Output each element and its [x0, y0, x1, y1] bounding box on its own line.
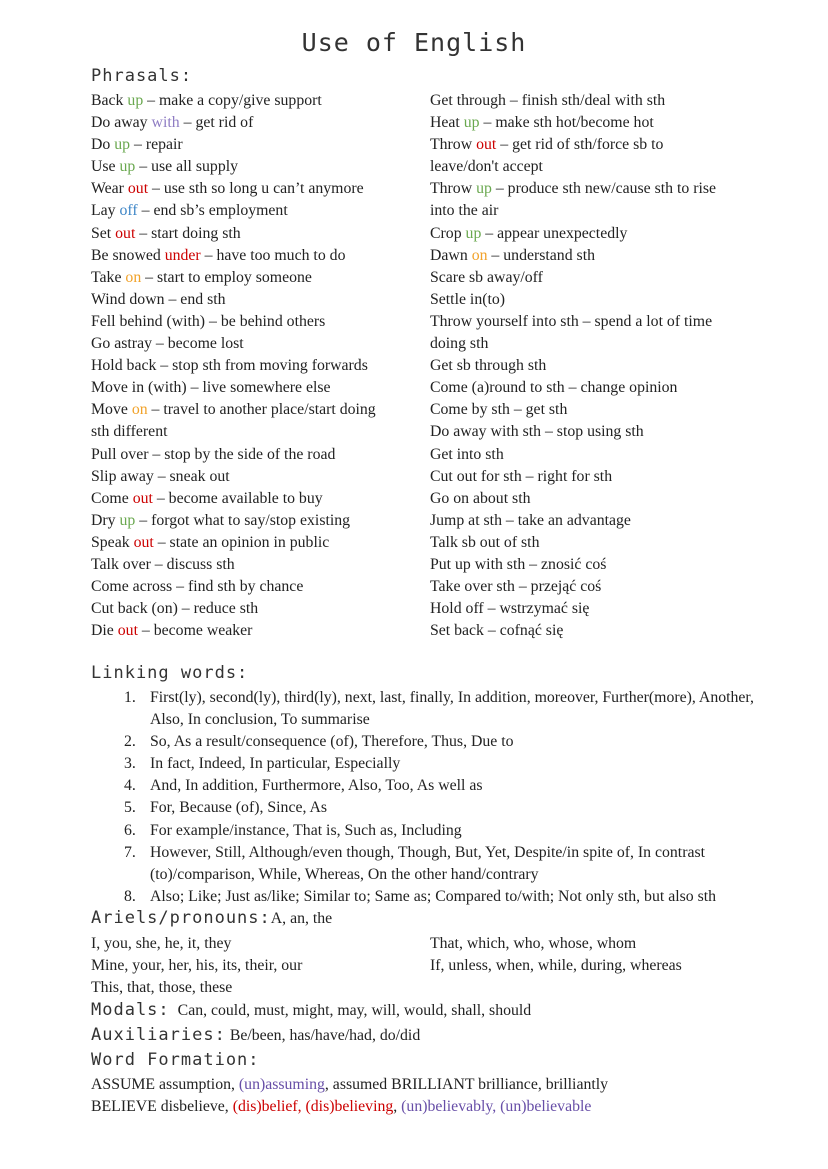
modals-row — [91, 1000, 531, 1020]
line-text: Dawn — [430, 246, 472, 264]
line-text: Set back – cofnąć się — [430, 622, 564, 640]
phrasal-line — [91, 355, 421, 377]
phrasal-line — [91, 156, 421, 178]
ariels-text: A, an, the — [270, 910, 333, 927]
highlighted-particle: (un)believably, (un)believable — [401, 1098, 592, 1116]
line-text: Go astray – become lost — [91, 335, 244, 353]
highlighted-particle: under — [164, 246, 201, 264]
line-text: Go on about sth — [430, 489, 531, 507]
highlighted-particle: out — [132, 489, 153, 507]
phrasal-line — [430, 112, 760, 134]
highlighted-particle: up — [465, 224, 482, 242]
line-text: Come by sth – get sth — [430, 401, 568, 419]
phrasal-line — [91, 134, 421, 156]
word-formation-line — [91, 1096, 608, 1118]
line-text: Be snowed — [91, 246, 165, 264]
pronoun-line: If, unless, when, while, during, whereas — [430, 957, 682, 975]
phrasal-line — [91, 311, 421, 333]
list-text: In fact, Indeed, In particular, Especially — [150, 755, 401, 773]
line-text: – make a copy/give support — [143, 92, 322, 109]
line-text: Fell behind (with) – be behind others — [91, 312, 326, 330]
list-number: 5. — [124, 799, 136, 817]
linking-words-list — [124, 687, 784, 908]
line-text: Hold off – wstrzymać się — [430, 600, 590, 618]
phrasal-line — [91, 112, 421, 134]
phrasal-line — [430, 178, 760, 200]
phrasal-line — [430, 510, 760, 532]
line-text: Settle in(to) — [430, 290, 506, 308]
phrasal-line — [430, 156, 760, 178]
line-text: Pull over – stop by the side of the road — [91, 445, 336, 463]
highlighted-particle: with — [151, 114, 180, 132]
phrasal-line — [91, 510, 421, 532]
phrasal-line — [430, 576, 760, 598]
highlighted-particle: out — [115, 224, 136, 242]
phrasal-line — [430, 554, 760, 576]
line-text: – start to employ someone — [141, 268, 312, 286]
line-text: Come — [91, 489, 133, 507]
list-text: So, As a result/consequence (of), Therefore, Thus, Due to — [150, 733, 514, 751]
line-text: Back — [91, 92, 128, 109]
line-text: – produce sth new/cause sth to rise — [491, 180, 717, 198]
phrasals-right-column — [430, 90, 760, 642]
phrasal-line — [91, 90, 421, 112]
line-text: – appear unexpectedly — [481, 224, 628, 242]
phrasal-line — [91, 620, 421, 642]
line-text: Die — [91, 622, 118, 640]
phrasals-left-column — [91, 90, 421, 642]
phrasal-line — [430, 421, 760, 443]
list-number: 3. — [124, 755, 136, 773]
line-text: Put up with sth – znosić coś — [430, 555, 607, 573]
line-text: Talk over – discuss sth — [91, 555, 235, 573]
phrasal-line — [430, 466, 760, 488]
phrasal-line — [91, 267, 421, 289]
ariels-heading: Ariels/pronouns: — [91, 908, 271, 928]
line-text: doing sth — [430, 335, 489, 353]
list-text: Also; Like; Just as/like; Similar to; Same as; Compared to/with; Not only sth, but also sth — [150, 887, 717, 905]
line-text: Throw yourself into sth – spend a lot of time — [430, 312, 713, 330]
phrasal-line — [91, 178, 421, 200]
linking-words-item — [124, 687, 784, 731]
line-text: Move in (with) – live somewhere else — [91, 379, 331, 397]
line-text: sth different — [91, 423, 168, 441]
pronoun-line: That, which, who, whose, whom — [430, 935, 637, 952]
pronoun-line: This, that, those, these — [91, 979, 233, 997]
line-text: – travel to another place/start doing — [147, 401, 376, 419]
phrasal-line — [430, 223, 760, 245]
phrasal-line — [91, 289, 421, 311]
line-text: leave/don't accept — [430, 158, 543, 176]
line-text: Take over sth – przejąć coś — [430, 578, 602, 596]
linking-words-heading: Linking words: — [91, 663, 249, 683]
line-text: Move — [91, 401, 132, 419]
list-text: For example/instance, That is, Such as, Including — [150, 821, 462, 839]
line-text: Scare sb away/off — [430, 268, 543, 286]
phrasal-line — [91, 488, 421, 510]
linking-words-item — [124, 842, 784, 886]
auxiliaries-heading: Auxiliaries: — [91, 1025, 226, 1045]
line-text: Heat — [430, 114, 464, 132]
list-number: 4. — [124, 777, 136, 795]
word-formation-line — [91, 1074, 608, 1096]
linking-words-item — [124, 797, 784, 819]
highlighted-particle: out — [133, 533, 154, 551]
linking-words-item — [124, 820, 784, 842]
phrasal-line — [430, 620, 760, 642]
word-formation-heading: Word Formation: — [91, 1050, 260, 1070]
phrasal-line — [430, 488, 760, 510]
line-text: Speak — [91, 533, 134, 551]
phrasal-line — [430, 399, 760, 421]
pronoun-line: Mine, your, her, his, its, their, our — [91, 957, 303, 975]
line-text: – understand sth — [487, 246, 595, 264]
line-text: Do away with sth – stop using sth — [430, 423, 644, 441]
highlighted-particle: out — [117, 622, 138, 640]
highlighted-particle: up — [127, 92, 144, 109]
linking-words-item — [124, 753, 784, 775]
line-text: – state an opinion in public — [153, 533, 330, 551]
line-text: Throw — [430, 180, 477, 198]
auxiliaries-row — [91, 1025, 420, 1045]
line-text: Do away — [91, 114, 152, 132]
list-text: However, Still, Although/even though, Though, But, Yet, Despite/in spite of, In contrast (to)/comparison, While, Whereas, On the other hand/contrary — [150, 843, 705, 883]
phrasal-line — [91, 466, 421, 488]
line-text: Wind down – end sth — [91, 290, 226, 308]
line-text: – use sth so long u can’t anymore — [148, 180, 364, 198]
line-text: Cut out for sth – right for sth — [430, 467, 613, 485]
highlighted-particle: (dis)belief, (dis)believing — [232, 1098, 394, 1116]
highlighted-particle: on — [131, 401, 148, 419]
phrasal-line — [430, 311, 760, 333]
phrasal-line — [430, 444, 760, 466]
auxiliaries-text: Be/been, has/have/had, do/did — [229, 1027, 421, 1044]
phrasal-line — [91, 576, 421, 598]
phrasal-line — [430, 598, 760, 620]
highlighted-particle: off — [119, 202, 138, 220]
list-number: 1. — [124, 689, 136, 706]
modals-text: Can, could, must, might, may, will, would, shall, should — [177, 1002, 532, 1019]
list-number: 8. — [124, 887, 136, 905]
ariels-row — [91, 908, 332, 928]
line-text: Dry — [91, 511, 120, 529]
phrasal-line — [430, 532, 760, 554]
highlighted-particle: up — [119, 511, 136, 529]
line-text: , — [393, 1098, 402, 1116]
line-text: , assumed BRILLIANT brilliance, brilliantly — [324, 1076, 609, 1093]
phrasal-line — [430, 90, 760, 112]
phrasal-line — [91, 223, 421, 245]
list-text: First(ly), second(ly), third(ly), next, last, finally, In addition, moreover, Further(more), Another, Also, In conclusion, To summarise — [150, 689, 754, 729]
modals-heading: Modals: — [91, 1000, 170, 1020]
line-text: – use all supply — [135, 158, 239, 176]
phrasal-line — [91, 377, 421, 399]
highlighted-particle: up — [476, 180, 492, 198]
phrasal-line — [430, 245, 760, 267]
highlighted-particle: on — [125, 268, 142, 286]
phrasal-line — [91, 554, 421, 576]
word-formation-lines — [91, 1074, 608, 1118]
highlighted-particle: up — [119, 158, 136, 176]
highlighted-particle: up — [114, 136, 131, 154]
highlighted-particle: (un)assuming — [238, 1076, 325, 1093]
list-number: 6. — [124, 821, 136, 839]
list-text: For, Because (of), Since, As — [150, 799, 328, 817]
line-text: Use — [91, 158, 120, 176]
line-text: – make sth hot/become hot — [479, 114, 654, 132]
phrasal-line — [91, 421, 421, 443]
line-text: Come (a)round to sth – change opinion — [430, 379, 678, 397]
phrasal-line — [430, 355, 760, 377]
list-number: 2. — [124, 733, 136, 751]
highlighted-particle: out — [127, 180, 149, 198]
pronouns-right-column — [430, 933, 760, 977]
phrasal-line — [91, 333, 421, 355]
phrasal-line — [91, 598, 421, 620]
linking-words-item — [124, 775, 784, 797]
line-text: Get sb through sth — [430, 357, 547, 375]
line-text: into the air — [430, 202, 499, 220]
linking-words-item — [124, 731, 784, 753]
line-text: – repair — [130, 136, 183, 154]
line-text: – have too much to do — [200, 246, 346, 264]
phrasals-heading: Phrasals: — [91, 66, 193, 86]
phrasal-line — [91, 245, 421, 267]
line-text: Crop — [430, 224, 466, 242]
list-number: 7. — [124, 843, 136, 861]
line-text: – get rid of sth/force sb to — [496, 136, 664, 154]
line-text: Jump at sth – take an advantage — [430, 511, 631, 529]
line-text: – become weaker — [137, 622, 253, 640]
line-text: Throw — [430, 136, 477, 154]
phrasal-line — [91, 200, 421, 222]
line-text: – forgot what to say/stop existing — [135, 511, 351, 529]
line-text: – get rid of — [179, 114, 254, 132]
line-text: – end sb’s employment — [137, 202, 288, 220]
highlighted-particle: up — [463, 114, 480, 132]
phrasal-line — [430, 134, 760, 156]
line-text: Lay — [91, 202, 120, 220]
line-text: Hold back – stop sth from moving forwards — [91, 357, 368, 375]
highlighted-particle: on — [471, 246, 488, 264]
phrasal-line — [430, 377, 760, 399]
phrasal-line — [430, 267, 760, 289]
pronoun-line: I, you, she, he, it, they — [91, 935, 232, 952]
phrasal-line — [430, 200, 760, 222]
line-text: Wear — [91, 180, 128, 198]
phrasal-line — [91, 444, 421, 466]
line-text: Do — [91, 136, 115, 154]
phrasal-line — [91, 399, 421, 421]
line-text: ASSUME assumption, — [91, 1076, 239, 1093]
phrasal-line — [430, 333, 760, 355]
line-text: Get through – finish sth/deal with sth — [430, 92, 666, 109]
linking-words-item — [124, 886, 784, 908]
line-text: – start doing sth — [135, 224, 241, 242]
highlighted-particle: out — [476, 136, 497, 154]
line-text: Get into sth — [430, 445, 504, 463]
pronouns-left-column — [91, 933, 421, 999]
phrasal-line — [430, 289, 760, 311]
phrasal-line — [91, 532, 421, 554]
line-text: Talk sb out of sth — [430, 533, 540, 551]
line-text: – become available to buy — [152, 489, 323, 507]
line-text: Take — [91, 268, 126, 286]
line-text: BELIEVE disbelieve, — [91, 1098, 233, 1116]
line-text: Set — [91, 224, 116, 242]
list-text: And, In addition, Furthermore, Also, Too, As well as — [150, 777, 483, 795]
line-text: Slip away – sneak out — [91, 467, 230, 485]
line-text: Come across – find sth by chance — [91, 578, 304, 596]
page-title: Use of English — [301, 28, 527, 57]
line-text: Cut back (on) – reduce sth — [91, 600, 259, 618]
